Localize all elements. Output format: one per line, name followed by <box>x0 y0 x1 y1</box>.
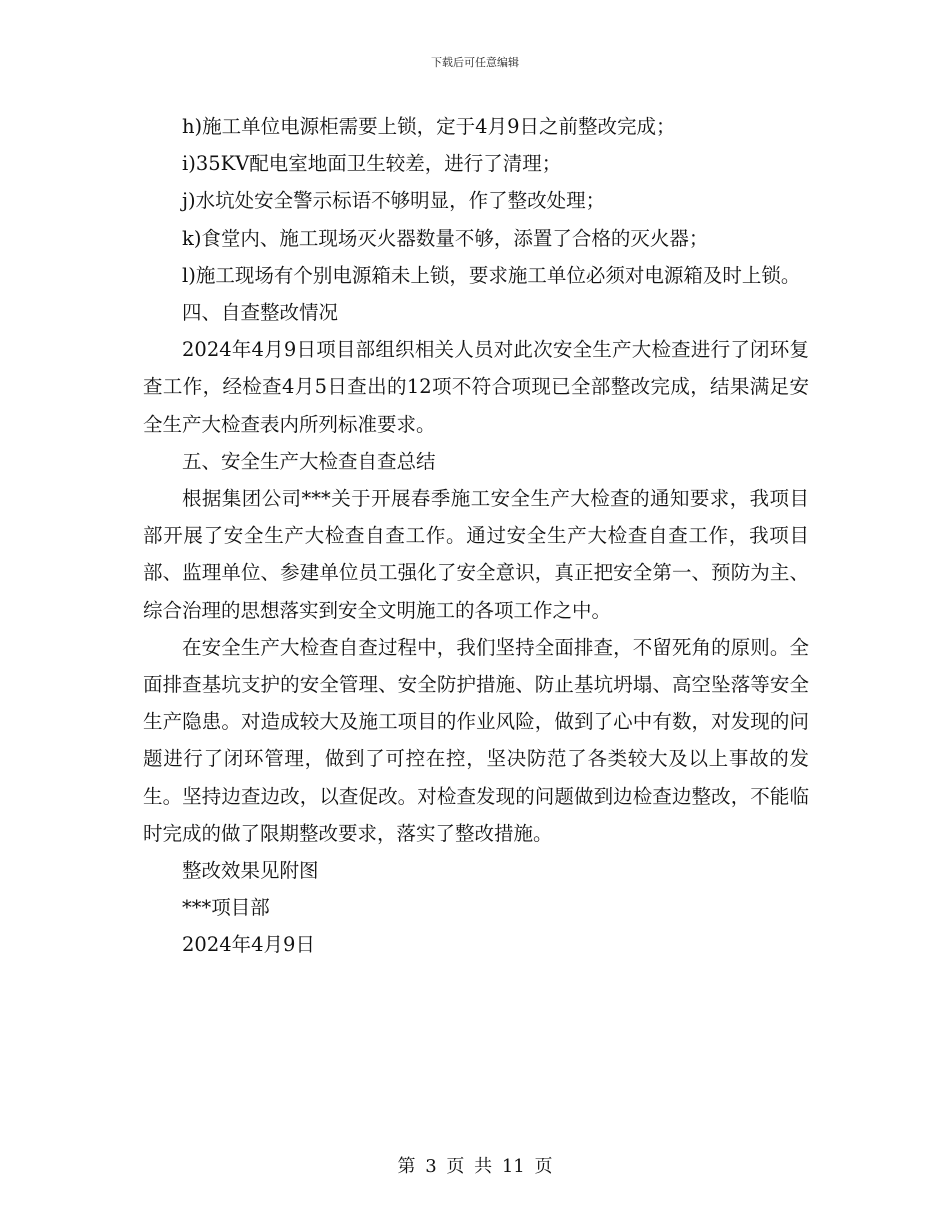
signature: ***项目部 <box>182 896 270 920</box>
list-item-i: i)35KV配电室地面卫生较差，进行了清理； <box>182 152 562 176</box>
section-5-paragraph-1: 根据集团公司***关于开展春季施工安全生产大检查的通知要求，我项目部开展了安全生产大检查自查工作。通过安全生产大检查自查工作，我项目部、监理单位、参建单位员工强化了安全意识，真正把安全第一、预防为主、综合治理的思想落实到安全文明施工的各项工作之中。 <box>143 487 809 622</box>
section-5-paragraph-2: 在安全生产大检查自查过程中，我们坚持全面排查，不留死角的原则。全面排查基坑支护的安全管理、安全防护措施、防止基坑坍塌、高空坠落等安全生产隐患。对造成较大及施工项目的作业风险，做到了心中有数，对发现的问题进行了闭环管理，做到了可控在控，坚决防范了各类较大及以上事故的发生。坚持边查边改，以查促改。对检查发现的问题做到边检查边整改，不能临时完成的做了限期整改要求，落实了整改措施。 <box>143 635 809 845</box>
document-body <box>143 108 809 964</box>
attachment-note: 整改效果见附图 <box>182 859 319 883</box>
page-number-footer: 第 3 页 共 11 页 <box>397 1156 553 1177</box>
list-item-j: j)水坑处安全警示标语不够明显，作了整改处理； <box>182 189 606 213</box>
list-item-k: k)食堂内、施工现场灭火器数量不够，添置了合格的灭火器； <box>182 226 709 250</box>
section-heading-5: 五、安全生产大检查自查总结 <box>182 449 436 473</box>
list-item-l: l)施工现场有个别电源箱未上锁，要求施工单位必须对电源箱及时上锁。 <box>182 263 801 287</box>
list-item-h: h)施工单位电源柜需要上锁，定于4月9日之前整改完成； <box>182 115 676 138</box>
document-date: 2024年4月9日 <box>182 933 315 957</box>
section-heading-4: 四、自查整改情况 <box>182 301 339 325</box>
section-4-paragraph: 2024年4月9日项目部组织相关人员对此次安全生产大检查进行了闭环复查工作，经检查4月5日查出的12项不符合项现已全部整改完成，结果满足安全生产大检查表内所列标准要求。 <box>143 338 809 436</box>
page-header-note: 下载后可任意编辑 <box>431 56 519 69</box>
